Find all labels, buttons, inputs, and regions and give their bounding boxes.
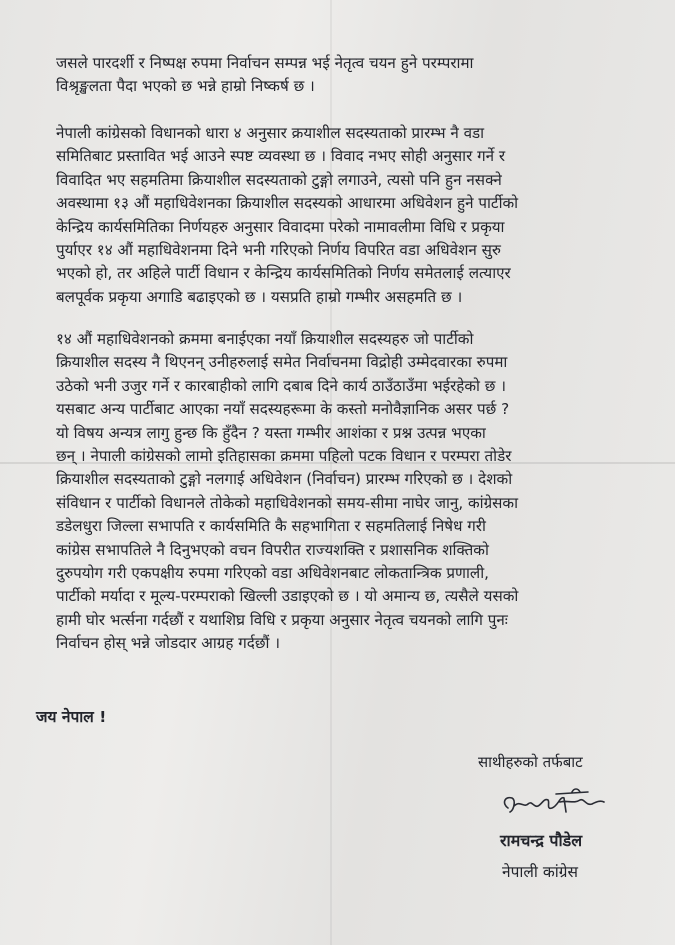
text-line: क्रियाशील सदस्य नै थिएनन् उनीहरुलाई समेत निर्वाचनमा विद्रोही उम्मेदवारका रुपमा (56, 353, 508, 372)
text-line: निर्वाचन होस् भन्ने जोडदार आग्रह गर्दछौं । (56, 634, 281, 653)
text-line: पार्टीको मर्यादा र मूल्य-परम्पराको खिल्ली उडाइएको छ । यो अमान्य छ, त्यसैले यसको (56, 587, 519, 606)
text-line: बलपूर्वक प्रकृया अगाडि बढाइएको छ । यसप्रति हाम्रो गम्भीर असहमति छ । (56, 287, 463, 306)
text-line: अवस्थामा १३ औं महाधिवेशनका क्रियाशील सदस्यको आधारमा अधिवेशन हुने पार्टीको (56, 194, 519, 213)
text-line: भएको हो, तर अहिले पार्टी विधान र केन्द्रिय कार्यसमितिको निर्णय समेतलाई लत्याएर (56, 264, 511, 283)
text-line: १४ औं महाधिवेशनको क्रममा बनाईएका नयाँ क्रियाशील सदस्यहरु जो पार्टीको (56, 330, 474, 348)
signatory-name: रामचन्द्र पौडेल (500, 831, 583, 850)
handwritten-signature (500, 786, 610, 826)
text-line: संविधान र पार्टीको विधानले तोकेको महाधिवेशनको समय-सीमा नाघेर जानु, कांग्रेसका (56, 493, 519, 512)
text-line: कांग्रेस सभापतिले नै दिनुभएको वचन विपरीत राज्यशक्ति र प्रशासनिक शक्तिको (56, 540, 489, 559)
text-line: छन् । नेपाली कांग्रेसको लामो इतिहासका क्रममा पहिलो पटक विधान र परम्परा तोडेर (56, 447, 512, 466)
text-line: पुर्याएर १४ औं महाधिवेशनमा दिने भनी गरिएको निर्णय विपरित वडा अधिवेशन सुरु (56, 241, 502, 260)
text-line: समितिबाट प्रस्तावित भई आउने स्पष्ट व्यवस्था छ । विवाद नभए सोही अनुसार गर्ने र (56, 147, 506, 166)
text-line: डडेलधुरा जिल्ला सभापति र कार्यसमिति कै सहभागिता र सहमतिलाई निषेध गरी (56, 517, 486, 536)
signatory-party: नेपाली कांग्रेस (502, 863, 579, 881)
paragraph-3 (56, 328, 656, 656)
text-line: नेपाली कांग्रेसको विधानको धारा ४ अनुसार क्रयाशील सदस्यताको प्रारम्भ नै वडा (56, 124, 485, 142)
text-line: उठेको भनी उजुर गर्ने र कारबाहीको लागि दबाब दिने कार्य ठाउँठाउँमा भईरहेको छ । (56, 376, 507, 395)
paragraph-2 (56, 122, 656, 309)
paragraph-1 (56, 52, 656, 99)
closing-salutation: जय नेपाल ! (36, 708, 107, 726)
sender-line: साथीहरुको तर्फबाट (478, 753, 583, 771)
text-line: हामी घोर भर्त्सना गर्दछौं र यथाशिघ्र विधि र प्रकृया अनुसार नेतृत्व चयनको लागि पुनः (56, 610, 508, 629)
text-line: यसबाट अन्य पार्टीबाट आएका नयाँ सदस्यहरूमा के कस्तो मनोवैज्ञानिक असर पर्छ ? (56, 400, 510, 419)
text-line: केन्द्रिय कार्यसमितिका निर्णयहरु अनुसार विवादमा परेको नामावलीमा विधि र प्रकृया (56, 217, 505, 236)
text-line: जसले पारदर्शी र निष्पक्ष रुपमा निर्वाचन सम्पन्न भई नेतृत्व चयन हुने परम्परामा (56, 54, 474, 72)
text-line: विश्रृङ्खलता पैदा भएको छ भन्ने हाम्रो निष्कर्ष छ । (56, 77, 315, 96)
text-line: विवादित भए सहमतिमा क्रियाशील सदस्यताको टुङ्गो लगाउने, त्यसो पनि हुन नसक्ने (56, 170, 502, 189)
text-line: दुरुपयोग गरी एकपक्षीय रुपमा गरिएको वडा अधिवेशनबाट लोकतान्त्रिक प्रणाली, (56, 564, 489, 583)
text-line: यो विषय अन्यत्र लागु हुन्छ कि हुँदैन ? यस्ता गम्भीर आशंका र प्रश्न उत्पन्न भएका (56, 423, 486, 442)
text-line: क्रियाशील सदस्यताको टुङ्गो नलगाई अधिवेशन (निर्वाचन) प्रारम्भ गरिएको छ । देशको (56, 470, 513, 489)
